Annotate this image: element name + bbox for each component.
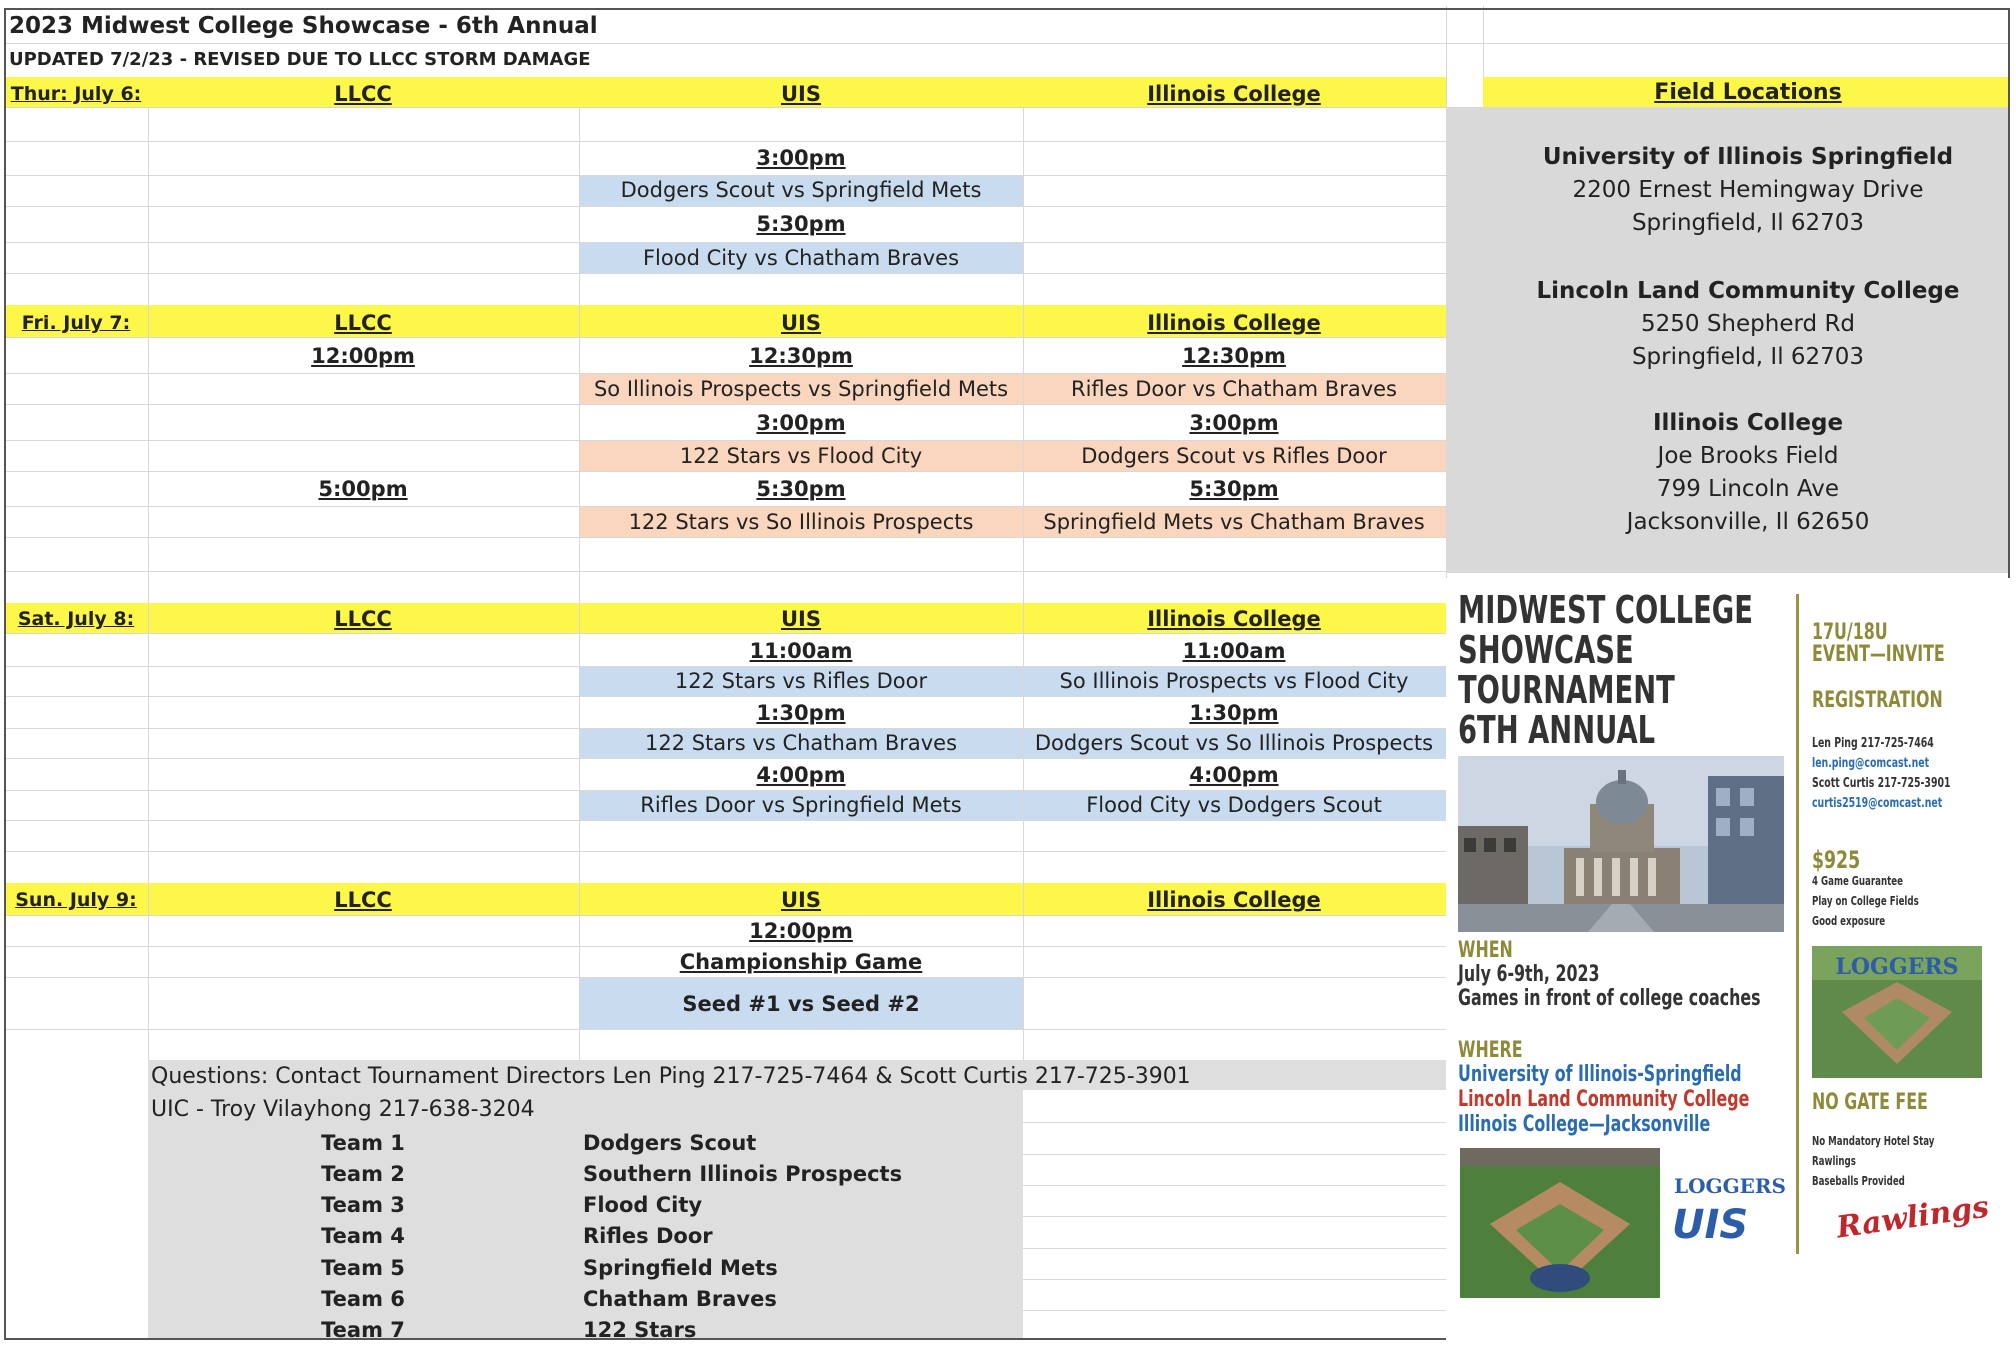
day-label-friday: Fri. July 7: <box>21 312 131 334</box>
flyer-contact: Scott Curtis 217-725-3901 <box>1812 776 1951 791</box>
venue-name: University of Illinois Springfield <box>1542 144 1954 170</box>
game-matchup: Rifles Door vs Springfield Mets <box>640 793 962 817</box>
game-matchup: Flood City vs Dodgers Scout <box>1086 793 1382 817</box>
capitol-photo <box>1458 756 1784 932</box>
flyer-where-line: Illinois College—Jacksonville <box>1458 1112 1711 1137</box>
llcc-time: 12:00pm <box>311 344 415 368</box>
team-label: Team 2 <box>321 1162 405 1186</box>
uic-contact: UIC - Troy Vilayhong 217-638-3204 <box>151 1097 535 1122</box>
game-time: 11:00am <box>1182 639 1286 663</box>
venue-city: Springfield, Il 62703 <box>1631 344 1865 370</box>
field-header-ic: Illinois College <box>1147 607 1321 631</box>
flyer-title-line: SHOWCASE <box>1458 628 1634 672</box>
venue-city: Springfield, Il 62703 <box>1631 210 1865 236</box>
field-header-uis: UIS <box>781 82 821 106</box>
team-label: Team 5 <box>321 1256 405 1280</box>
field-header-llcc: LLCC <box>334 82 392 106</box>
flyer-title-line: 6TH ANNUAL <box>1458 708 1656 752</box>
game-matchup: 122 Stars vs Flood City <box>679 444 923 468</box>
flyer-contact: Len Ping 217-725-7464 <box>1812 736 1934 751</box>
game-time: 5:30pm <box>756 477 846 501</box>
team-label: Team 4 <box>321 1224 405 1248</box>
team-name: Dodgers Scout <box>583 1131 757 1155</box>
game-time: 12:30pm <box>1182 344 1286 368</box>
flyer-event-line: 17U/18U <box>1812 620 1888 645</box>
game-matchup: 122 Stars vs Rifles Door <box>674 669 928 693</box>
tournament-flyer <box>1446 578 2012 1340</box>
team-name: Chatham Braves <box>583 1287 777 1311</box>
flyer-where-line: University of Illinois-Springfield <box>1458 1062 1742 1087</box>
team-name: Springfield Mets <box>583 1256 778 1280</box>
field-header-ic: Illinois College <box>1147 311 1321 335</box>
game-matchup: Springfield Mets vs Chatham Braves <box>1043 510 1425 534</box>
flyer-when-line: July 6-9th, 2023 <box>1458 962 1600 987</box>
field-header-ic: Illinois College <box>1147 888 1321 912</box>
venue-name: Lincoln Land Community College <box>1536 278 1960 304</box>
uis-field-image <box>1460 1148 1660 1298</box>
game-matchup: Dodgers Scout vs Springfield Mets <box>620 178 982 202</box>
flyer-extra: No Mandatory Hotel Stay <box>1812 1134 1935 1148</box>
team-label: Team 1 <box>321 1131 405 1155</box>
flyer-price: $925 <box>1812 846 1861 874</box>
game-matchup: Dodgers Scout vs So Illinois Prospects <box>1034 731 1434 755</box>
loggers-logo: LOGGERS <box>1674 1174 1786 1198</box>
game-matchup: So Illinois Prospects vs Springfield Mets <box>593 377 1009 401</box>
llcc-time: 5:00pm <box>318 477 408 501</box>
championship-matchup: Seed #1 vs Seed #2 <box>682 992 920 1016</box>
game-matchup: Flood City vs Chatham Braves <box>642 246 960 270</box>
game-time: 12:00pm <box>749 919 853 943</box>
team-label: Team 7 <box>321 1318 405 1342</box>
venue-name: Illinois College <box>1652 410 1844 436</box>
venue-address: 799 Lincoln Ave <box>1656 476 1840 502</box>
game-matchup: So Illinois Prospects vs Flood City <box>1059 669 1409 693</box>
flyer-when-line: Games in front of college coaches <box>1458 986 1761 1011</box>
day-label-saturday: Sat. July 8: <box>17 608 135 630</box>
game-matchup: Rifles Door vs Chatham Braves <box>1071 377 1397 401</box>
day-label-sunday: Sun. July 9: <box>15 889 137 911</box>
field-header-llcc: LLCC <box>334 311 392 335</box>
flyer-email: len.ping@comcast.net <box>1812 756 1930 771</box>
flyer-title-line: TOURNAMENT <box>1458 668 1675 712</box>
rawlings-logo: Rawlings <box>1834 1189 1992 1246</box>
field-locations-title: Field Locations <box>1654 80 1842 105</box>
field-header-llcc: LLCC <box>334 607 392 631</box>
game-time: 3:00pm <box>756 146 846 170</box>
flyer-email: curtis2519@comcast.net <box>1812 796 1943 811</box>
flyer-when-label: WHEN <box>1458 938 1513 963</box>
team-label: Team 6 <box>321 1287 405 1311</box>
field-header-uis: UIS <box>781 888 821 912</box>
flyer-perk: Good exposure <box>1812 914 1886 928</box>
game-time: 1:30pm <box>1189 701 1279 725</box>
game-time: 3:00pm <box>756 411 846 435</box>
uis-logo: UIS <box>1672 1202 1749 1248</box>
flyer-where-line: Lincoln Land Community College <box>1458 1087 1750 1112</box>
loggers-field-image <box>1812 946 1982 1078</box>
field-header-ic: Illinois College <box>1147 82 1321 106</box>
flyer-perk: 4 Game Guarantee <box>1812 874 1903 888</box>
game-time: 5:30pm <box>756 212 846 236</box>
team-label: Team 3 <box>321 1193 405 1217</box>
field-header-llcc: LLCC <box>334 888 392 912</box>
game-matchup: 122 Stars vs Chatham Braves <box>644 731 958 755</box>
team-name: Southern Illinois Prospects <box>583 1162 903 1186</box>
field-header-uis: UIS <box>781 311 821 335</box>
flyer-where-label: WHERE <box>1458 1038 1523 1063</box>
team-name: 122 Stars <box>583 1318 697 1342</box>
flyer-title-line: MIDWEST COLLEGE <box>1458 588 1753 632</box>
venue-city: Jacksonville, Il 62650 <box>1626 509 1870 535</box>
game-time: 4:00pm <box>756 763 846 787</box>
flyer-registration: REGISTRATION <box>1812 688 1943 713</box>
game-time: 1:30pm <box>756 701 846 725</box>
game-time: 5:30pm <box>1189 477 1279 501</box>
team-name: Rifles Door <box>583 1224 713 1248</box>
game-time: 3:00pm <box>1189 411 1279 435</box>
flyer-extra: Rawlings <box>1812 1154 1856 1168</box>
day-label-thursday: Thur: July 6: <box>10 83 142 105</box>
flyer-perk: Play on College Fields <box>1812 894 1919 908</box>
flyer-extra: Baseballs Provided <box>1812 1174 1905 1188</box>
game-time: 11:00am <box>749 639 853 663</box>
championship-title: Championship Game <box>679 950 923 974</box>
venue-field: Joe Brooks Field <box>1657 443 1839 469</box>
game-time: 12:30pm <box>749 344 853 368</box>
sheet-title: 2023 Midwest College Showcase - 6th Annual <box>9 13 598 39</box>
team-name: Flood City <box>583 1193 703 1217</box>
flyer-event-line: EVENT—INVITE <box>1812 642 1945 667</box>
venue-address: 2200 Ernest Hemingway Drive <box>1572 177 1924 203</box>
venue-address: 5250 Shepherd Rd <box>1640 311 1856 337</box>
game-matchup: Dodgers Scout vs Rifles Door <box>1081 444 1387 468</box>
game-time: 4:00pm <box>1189 763 1279 787</box>
field-header-uis: UIS <box>781 607 821 631</box>
loggers-logo-text: LOGGERS <box>1835 954 1959 980</box>
questions-contact: Questions: Contact Tournament Directors Len Ping 217-725-7464 & Scott Curtis 217-725-3901 <box>151 1064 1191 1089</box>
update-notice: UPDATED 7/2/23 - REVISED DUE TO LLCC STORM DAMAGE <box>9 49 591 70</box>
flyer-no-gate-fee: NO GATE FEE <box>1812 1090 1928 1115</box>
game-matchup: 122 Stars vs So Illinois Prospects <box>628 510 974 534</box>
